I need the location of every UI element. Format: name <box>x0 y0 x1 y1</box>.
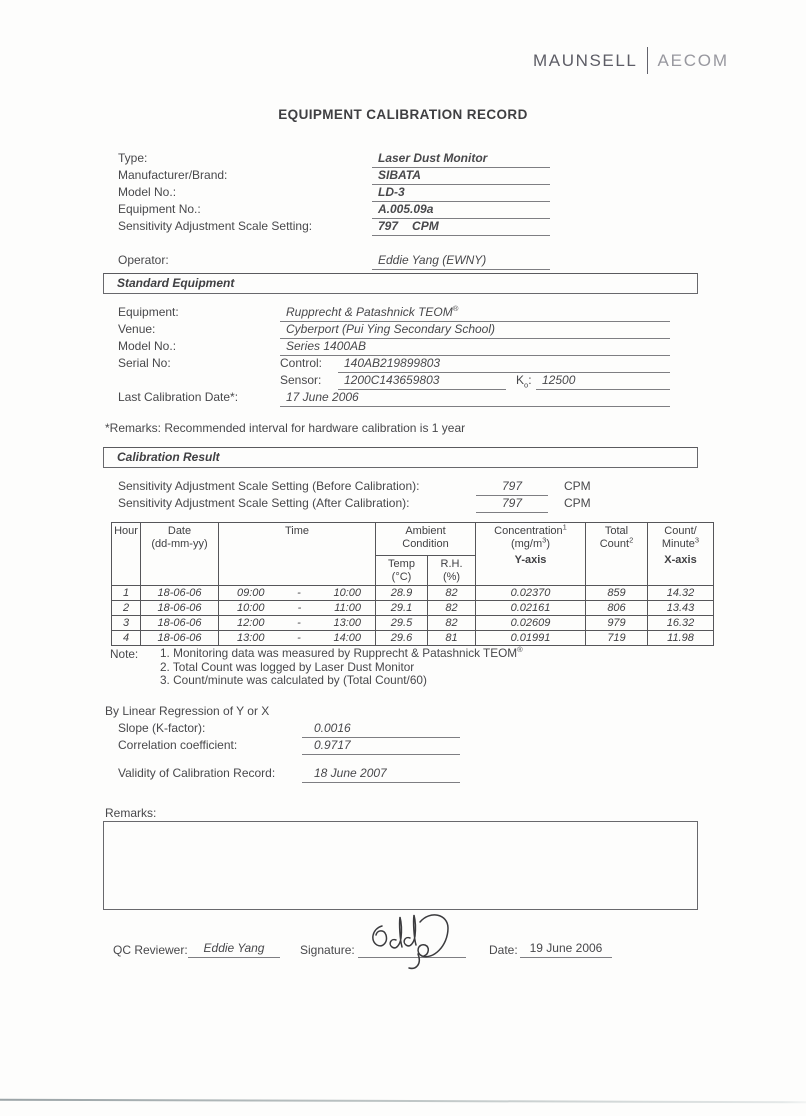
sensitivity-unit: CPM <box>412 219 439 233</box>
col-header-rh: R.H. (%) <box>428 556 476 586</box>
venue-label: Venue: <box>118 322 156 336</box>
note-items <box>160 647 523 688</box>
equipment-no-label: Equipment No.: <box>118 202 201 216</box>
field-equipment-no <box>118 202 678 219</box>
note-item-2: 2. Total Count was logged by Laser Dust Monitor <box>160 659 415 674</box>
validity-value: 18 June 2007 <box>302 766 460 783</box>
equipment-no-value: A.005.09a <box>372 202 550 219</box>
col-header-temp: Temp (°C) <box>376 556 428 586</box>
manufacturer-value: SIBATA <box>372 168 550 185</box>
sens-after-label: Sensitivity Adjustment Scale Setting (After Calibration): <box>118 496 410 510</box>
validity-label: Validity of Calibration Record: <box>118 766 276 780</box>
handwritten-signature <box>366 912 466 972</box>
venue-value: Cyberport (Pui Ying Secondary School) <box>280 322 670 339</box>
signature-label: Signature: <box>300 943 355 957</box>
sens-after-value: 797 <box>476 496 548 513</box>
regression-heading: By Linear Regression of Y or X <box>105 704 270 718</box>
registered-mark: ® <box>452 304 459 313</box>
date-value: 19 June 2006 <box>520 941 612 958</box>
k0-label: $K_o$: <box>516 373 532 390</box>
last-calibration-value: 17 June 2006 <box>280 390 670 407</box>
field-slope <box>118 721 538 738</box>
std-equipment-value: Rupprecht & Patashnick TEOM® <box>280 305 670 322</box>
page-title: EQUIPMENT CALIBRATION RECORD <box>278 107 528 122</box>
date-label: Date: <box>489 943 518 957</box>
std-model-no-label: Model No.: <box>118 339 177 353</box>
table-notes <box>110 647 523 688</box>
remarks-box <box>103 821 698 910</box>
note-label: Note: <box>110 647 139 661</box>
field-correlation <box>118 738 538 755</box>
sensitivity-label: Sensitivity Adjustment Scale Setting: <box>118 219 313 233</box>
field-serial-sensor <box>118 373 670 390</box>
hardware-calibration-footnote: *Remarks: Recommended interval for hardware calibration is 1 year <box>105 421 466 435</box>
slope-value: 0.0016 <box>302 721 460 738</box>
col-header-date: Date (dd-mm-yy) <box>141 523 219 586</box>
field-validity <box>118 766 538 783</box>
manufacturer-label: Manufacturer/Brand: <box>118 168 228 182</box>
sensor-value: 1200C143659803 <box>338 373 506 390</box>
logo-maunsell: MAUNSELL <box>533 50 638 70</box>
type-label: Type: <box>118 151 148 165</box>
col-header-concentration: Concentration$^1$ $(mg/m^3)$ Y-axis <box>476 523 586 586</box>
k0-value: 12500 <box>536 373 670 390</box>
field-serial-control <box>118 356 670 373</box>
serial-spacer <box>118 373 280 390</box>
model-no-label: Model No.: <box>118 185 177 199</box>
sens-before-unit: CPM <box>564 479 591 493</box>
std-model-no-value: Series 1400AB <box>280 339 670 356</box>
operator-label: Operator: <box>118 253 169 267</box>
note-item-3: 3. Count/minute was calculated by (Total Count/60) <box>160 673 427 688</box>
field-sensitivity-setting <box>118 219 678 236</box>
type-value: Laser Dust Monitor <box>372 151 550 168</box>
correlation-label: Correlation coefficient: <box>118 738 238 752</box>
remarks-label: Remarks: <box>105 806 157 820</box>
calibration-data-table <box>111 522 714 646</box>
table-row: 3 18-06-06 12:00 - 13:00 29.5 82 0.02609 979 16.32 <box>112 616 714 631</box>
x-axis-label: X-axis <box>664 554 697 566</box>
field-last-calibration <box>118 390 670 407</box>
equipment-info-section <box>118 151 678 270</box>
qc-reviewer-value: Eddie Yang <box>188 941 280 958</box>
slope-label: Slope (K-factor): <box>118 721 206 735</box>
registered-mark: ® <box>517 645 523 655</box>
operator-value: Eddie Yang (EWNY) <box>372 253 550 270</box>
standard-equipment-section <box>118 305 670 407</box>
model-no-value: LD-3 <box>372 185 550 202</box>
col-header-ambient: Ambient Condition <box>376 523 476 556</box>
logo-aecom: AECOM <box>657 50 729 70</box>
col-header-hour: Hour <box>112 523 141 586</box>
logo-divider <box>647 47 648 74</box>
col-header-time: Time <box>219 523 376 586</box>
table-row: 2 18-06-06 10:00 - 11:00 29.1 82 0.02161 806 13.43 <box>112 601 714 616</box>
sensitivity-value <box>372 219 550 236</box>
correlation-value: 0.9717 <box>302 738 460 755</box>
company-logo <box>533 47 729 74</box>
serial-no-label: Serial No: <box>118 356 171 370</box>
field-std-equipment <box>118 305 670 322</box>
col-header-total-count: Total Count$^2$ <box>586 523 648 586</box>
field-venue <box>118 322 670 339</box>
scan-edge-artifact <box>0 1099 806 1104</box>
field-type <box>118 151 678 168</box>
field-operator <box>118 253 678 270</box>
control-label: Control: <box>280 356 323 370</box>
field-std-model-no <box>118 339 670 356</box>
sens-after-unit: CPM <box>564 496 591 510</box>
qc-reviewer-label: QC Reviewer: <box>113 943 188 957</box>
standard-equipment-header: Standard Equipment <box>103 273 698 294</box>
col-header-count-minute: Count/ Minute$^3$ X-axis <box>648 523 714 586</box>
field-sens-after <box>118 496 678 513</box>
calibration-result-header: Calibration Result <box>103 447 698 468</box>
field-sens-before <box>118 479 678 496</box>
last-calibration-label: Last Calibration Date*: <box>118 390 239 404</box>
sensitivity-number: 797 <box>378 219 399 233</box>
control-value: 140AB219899803 <box>338 356 670 373</box>
sensor-label: Sensor: <box>280 373 322 387</box>
sens-before-label: Sensitivity Adjustment Scale Setting (Before Calibration): <box>118 479 420 493</box>
calibration-result-section <box>118 479 678 513</box>
field-model-no <box>118 185 678 202</box>
note-item-1: 1. Monitoring data was measured by Rupprecht & Patashnick TEOM® <box>160 645 523 660</box>
std-equipment-label: Equipment: <box>118 305 179 319</box>
sens-before-value: 797 <box>476 479 548 496</box>
y-axis-label: Y-axis <box>514 554 547 566</box>
table-row: 4 18-06-06 13:00 - 14:00 29.6 81 0.01991 719 11.98 <box>112 631 714 646</box>
field-manufacturer <box>118 168 678 185</box>
table-row: 1 18-06-06 09:00 - 10:00 28.9 82 0.02370 859 14.32 <box>112 586 714 601</box>
